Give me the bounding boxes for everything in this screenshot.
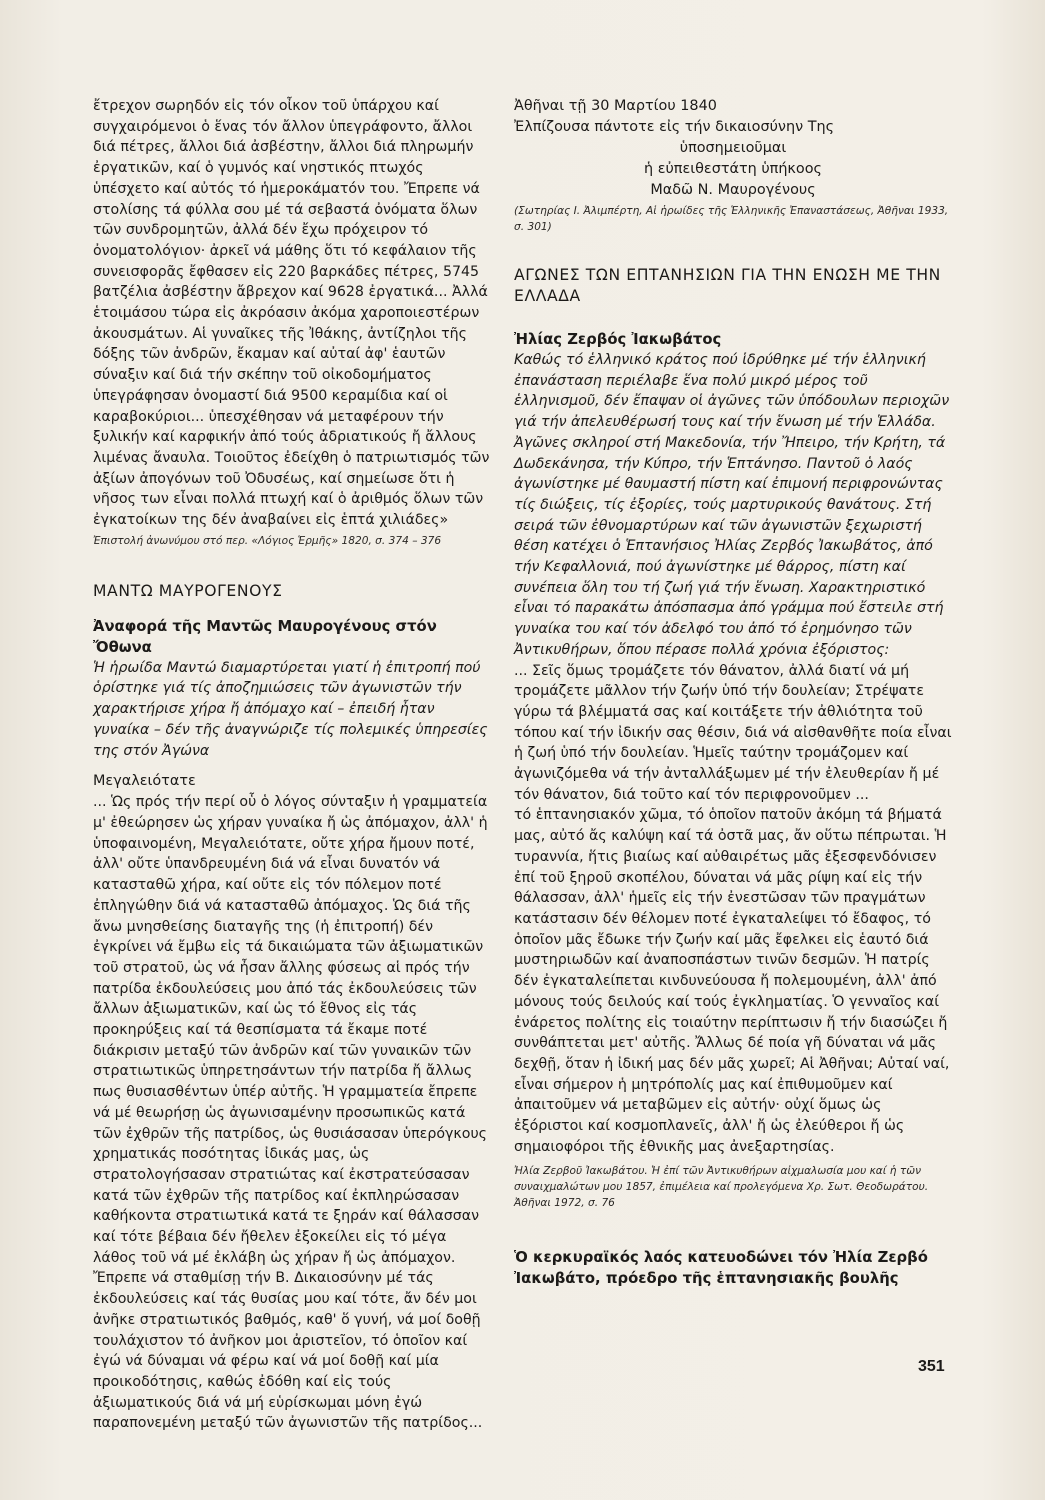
sub-heading-iakovatos: Ἠλίας Ζερβός Ἰακωβάτος <box>514 331 722 348</box>
top-citation: Ἐπιστολή ἀνωνύμου στό περ. «Λόγιος Ἑρμῆς» 1820, σ. 374 – 376 <box>93 534 442 547</box>
letter-body-manto: ... Ὡς πρός τήν περί οὗ ὁ λόγος σύνταξιν ἡ γραμματεία μ' ἐθεώρησεν ὡς χήραν γυναίκα ἤ ὡς ἀπόμαχον, ἀλλ' ἡ ὑποφαινομένη, Μεγαλειότατε, οὔτε χήρα ἤμουν ποτέ, ἀλλ' οὔτε ὑπανδρευμένη διά νά εἶναι δυνατόν νά κατασταθῶ χήρα, καί οὔτε εἰς τόν πόλεμον ποτέ ἐπληγώθην διά νά κατασταθῶ ἀπόμαχος. Ὡς διά τῆς ἄνω μνησθείσης διαταγῆς της (ἡ ἐπιτροπή) δέν ἐγκρίνει νά ἔμβω εἰς τά δικαιώματα τῶν ἀξιωματικῶν τοῦ στρατοῦ, ὡς νά ἦσαν ἄλλης φύσεως αἱ πρός τήν πατρίδα ἐκδουλεύσεις μου ἀπό τάς ἐκδουλεύσεις τῶν ἄλλων ἀξιωματικῶν, καί ὡς τό ἔθνος εἰς τάς προκηρύξεις καί τά θεσπίσματα τά ἔκαμε ποτέ διάκρισιν μεταξύ τῶν ἀνδρῶν καί τῶν γυναικῶν τῶν στρατιωτικῶς ὑπηρετησάντων τήν πατρίδα ἤ ἄλλως πως θυσιασθέντων ὑπέρ αὐτῆς. Ἡ γραμματεία ἔπρεπε νά μέ θεωρήσῃ ὡς ἀγωνισαμένην προσωπικῶς κατά τῶν ἐχθρῶν τῆς πατρίδος, ὡς θυσιάσασαν ὑπερόγκους χρηματικάς ποσότητας ἰδικάς μας, ὡς στρατολογήσασαν στρατιώτας καί ἐκστρατεύσασαν κατά τῶν ἐχθρῶν τῆς πατρίδος καί ἐκπληρώσασαν καθήκοντα στρατιωτικά κατά τε ξηράν καί θάλασσαν καί τότε βέβαια δέν ἤθελεν ἐξοκείλει εἰς τό μέγα λάθος τοῦ νά μέ ἐκλάβη ὡς χήραν ἤ ὡς ἀπόμαχον. Ἔπρεπε νά σταθμίσῃ τήν Β. Δικαιοσύνην μέ τάς ἐκδουλεύσεις καί τάς θυσίας μου καί τότε, ἄν δέν μοι ἀνῆκε στρατιωτικός βαθμός, καθ' ὅ γυνή, νά μοί δοθῇ τουλάχιστον τό ἀνῆκον μοι ἀριστεῖον, τό ὁποῖον καί ἐγώ νά δύναμαι νά φέρω καί νά μοί δοθῇ καί μία προικοδότησις, καθώς ἐδόθη καί εἰς τούς ἀξιωματικούς διά νά μή εὑρίσκωμαι μόνη ἐγώ παραπονεμένη μεταξύ τῶν ἀγωνιστῶν τῆς πατρίδος... <box>93 794 488 1432</box>
section-title-manto: ΜΑΝΤΩ ΜΑΥΡΟΓΕΝΟΥΣ <box>93 581 283 600</box>
letter-citation: Ἠλία Ζερβοῦ Ἰακωβάτου. Ἡ ἐπί τῶν Ἀντικυθήρων αἰχμαλωσία μου καί ἡ τῶν συναιχμαλώτων μου 1857, ἐπιμέλεια καί προλεγόμενα Χρ. Σωτ. Θεοδωράτου. Ἀθῆναι 1972, σ. 76 <box>514 1165 929 1210</box>
left-column <box>93 96 491 1434</box>
letter-close-hope: Ἐλπίζουσα πάντοτε εἰς τήν δικαιοσύνην Της <box>514 119 835 135</box>
letter-close <box>514 96 952 201</box>
intro-manto: Ἡ ἡρωίδα Μαντώ διαμαρτύρεται γιατί ἡ ἐπιτροπή πού ὁρίστηκε γιά τίς ἀποζημιώσεις τῶν ἀγωνιστῶν τήν χαρακτήρισε χήρα ἤ ἀπόμαχο καί – ἐπειδή ἦταν γυναίκα – δέν τῆς ἀναγνώριζε τίς πολεμικές ὑπηρεσίες της στόν Ἀγώνα <box>93 659 488 759</box>
letter-close-sign: ὑποσημειοῦμαι <box>679 140 787 156</box>
letter-close-date: Ἀθῆναι τῇ 30 Μαρτίου 1840 <box>514 98 717 114</box>
intro-iakovatos: Καθώς τό ἑλληνικό κράτος πού ἱδρύθηκε μέ τήν ἑλληνική ἐπανάσταση περιέλαβε ἕνα πολύ μικρό μέρος τοῦ ἑλληνισμοῦ, δέν ἔπαψαν οἱ ἀγῶνες τῶν ὑπόδουλων περιοχῶν γιά τήν ἀπελευθέρωσή τους καί τήν ἕνωση μέ τήν Ἑλλάδα. Ἀγῶνες σκληροί στή Μακεδονία, τήν Ἤπειρο, τήν Κρήτη, τά Δωδεκάνησα, τήν Κύπρο, τήν Ἑπτάνησο. Παντοῦ ὁ λαός ἀγωνίστηκε μέ θαυμαστή πίστη καί ἐπιμονή περιφρονώντας τίς διώξεις, τίς ἐξορίες, τούς μαρτυρικούς θανάτους. Στή σειρά τῶν ἐθνομαρτύρων καί τῶν ἀγωνιστῶν ξεχωριστή θέση κατέχει ὁ Ἑπτανήσιος Ἠλίας Ζερβός Ἰακωβάτος, ἀπό τήν Κεφαλλονιά, πού ἀγωνίστηκε μέ θάρρος, πίστη καί συνέπεια ὅλη του τή ζωή γιά τήν ἕνωση. Χαρακτηριστικό εἶναι τό παρακάτω ἀπόσπασμα ἀπό γράμμα πού ἔστειλε στή γυναίκα του καί τόν ἀδελφό του ἀπό τό ἐρημόνησο τῶν Ἀντικυθήρων, ὅπου πέρασε πολλά χρόνια ἐξόριστος: <box>514 352 950 658</box>
page-number: 351 <box>918 1358 945 1375</box>
letter-para-1: ... Σεῖς ὅμως τρομάζετε τόν θάνατον, ἀλλά διατί νά μή τρομάζετε μᾶλλον τήν ζωήν ὑπό τήν δουλείαν; Στρέψατε γύρω τά βλέμματά σας καί κοιτάξετε τήν ἀθλιότητα τοῦ τόπου καί τήν ἰδικήν σας θέσιν, διά νά αἰσθανθῆτε ποία εἶναι ἡ ζωή ὑπό τήν δουλείαν. Ἡμεῖς ταύτην τρομάζομεν καί ἀγωνιζόμεθα νά τήν ἀνταλλάξωμεν μέ τήν ἐλευθερίαν ἤ μέ τόν θάνατον, διά τοῦτο καί τόν περιφρονοῦμεν ... <box>514 662 952 803</box>
letter-para-2: τό ἑπτανησιακόν χῶμα, τό ὁποῖον πατοῦν ἀκόμη τά βήματά μας, αὐτό ἄς καλύψη καί τά ὀστᾶ μας, ἄν οὕτω πέπρωται. Ἡ τυραννία, ἥτις βιαίως καί αὐθαιρέτως μᾶς ἐξεσφενδόνισεν ἐπί τοῦ ξηροῦ σκοπέλου, δύναται νά μᾶς ρίψη καί εἰς τήν θάλασσαν, ἀλλ' ἡμεῖς εἰς τήν ἐνεστῶσαν τῶν πραγμάτων κατάστασιν δέν θέλομεν ποτέ ἐγκαταλείψει τό ἔδαφος, τό ὁποῖον μᾶς ἔδωκε τήν ζωήν καί μᾶς ἔφελκει εἰς ἑαυτό διά μυστηριωδῶν καί ἀναποσπάστων τινῶν δεσμῶν. Ἡ πατρίς δέν ἐγκαταλείπεται κινδυνεύουσα ἤ πολεμουμένη, ἀλλ' ἀπό μόνους τούς δειλούς καί τούς ἐγκληματίας. Ὁ γενναῖος καί ἐνάρετος πολίτης εἰς τοιαύτην περίπτωσιν ἤ τήν διασώζει ἤ συνθάπτεται μετ' αὐτῆς. Ἄλλως δέ ποία γῆ δύναται νά μᾶς δεχθῇ, ὅταν ἡ ἰδική μας δέν μᾶς χωρεῖ; Αἱ Ἀθῆναι; Αὐταί ναί, εἶναι σήμερον ἡ μητρόπολίς μας καί ἐπιθυμοῦμεν καί ἀπαιτοῦμεν νά μεταβῶμεν εἰς αὐτήν· οὐχί ὅμως ὡς ἐξόριστοι καί κοσμοπλανεῖς, ἀλλ' ἤ ὡς ἐλεύθεροι ἤ ὡς σημαιοφόροι τῆς ἐθνικῆς μας ἀνεξαρτησίας. <box>514 807 950 1155</box>
right-column <box>514 96 952 1289</box>
salutation: Μεγαλειότατε <box>93 773 196 790</box>
letter-close-name: Μαδῶ Ν. Μαυρογένους <box>650 182 816 198</box>
section-title-heptanese: ΑΓΩΝΕΣ ΤΩΝ ΕΠΤΑΝΗΣΙΩΝ ΓΙΑ ΤΗΝ ΕΝΩΣΗ ΜΕ ΤΗΝ ΕΛΛΑΔΑ <box>514 266 941 305</box>
close-citation: (Σωτηρίας Ι. Ἀλιμπέρτη, Αἱ ἡρωίδες τῆς Ἑλληνικῆς Ἐπαναστάσεως, Ἀθῆναι 1933, σ. 301) <box>514 205 949 233</box>
letter-close-subject: ἡ εὐπειθεστάτη ὑπήκοος <box>644 161 822 177</box>
top-paragraph: ἔτρεχον σωρηδόν εἰς τόν οἶκον τοῦ ὑπάρχου καί συγχαιρόμενοι ὁ ἕνας τόν ἄλλον ὑπεγράφοντο, ἄλλοι διά πέτρες, ἄλλοι διά ἀσβέστην, ἄλλοι διά πληρωμήν ἐργατικῶν, καί ὁ γυμνός καί νηστικός πτωχός ὑπέσχετο καί αὐτός τό ἡμεροκάματόν του. Ἔπρεπε νά στολίσης τά φύλλα σου μέ τά σεβαστά ὀνόματα ὅλων τῶν συνδρομητῶν, ἀλλά δέν ἔχω πρόχειρον τό ὀνοματολόγιον· ἀρκεῖ νά μάθης ὅτι τό κεφάλαιον τῆς συνεισφορᾶς ἔφθασεν εἰς 220 βαρκάδες πέτρες, 5745 βατζέλια ἀσβέστην ἄβρεχον καί 9628 ἐργατικά... Ἀλλά ἑτοιμάσου τώρα εἰς ἀκρόασιν ἀκόμα χαροποιεστέρων ἀκουσμάτων. Αἱ γυναῖκες τῆς Ἰθάκης, ἀντίζηλοι τῆς δόξης τῶν ἀνδρῶν, ἔκαμαν καί αὐταί ἀφ' ἑαυτῶν σύναξιν καί διά τήν σκέπην τοῦ οἰκοδομήματος ὑπεγράφησαν ὀνομαστί διά 9500 κεραμίδια καί οἱ καραβοκύριοι... ὑπεσχέθησαν νά μεταφέρουν τήν ξυλικήν καί καρφικήν ἀπό τούς ἀδριατικούς ἤ ἄλλους λιμένας ἄναυλα. Τοιοῦτος ἐδείχθη ὁ πατριωτισμός τῶν ἀξίων ἀπογόνων τοῦ Ὀδυσέως, καί σημείωσε ὅτι ἡ νῆσος των εἶναι πολλά πτωχή καί ὁ ἀριθμός ὅλων τῶν ἐγκατοίκων της δέν ἀναβαίνει εἰς ἑπτά χιλιάδες» <box>93 98 490 529</box>
sub-heading-manto: Ἀναφορά τῆς Μαντῶς Μαυρογένους στόν Ὄθωνα <box>93 617 437 656</box>
photo-caption: Ὁ κερκυραϊκός λαός κατευοδώνει τόν Ἠλία Ζερβό Ἰακωβάτο, πρόεδρο τῆς ἑπτανησιακῆς βουλῆς <box>514 1249 928 1288</box>
